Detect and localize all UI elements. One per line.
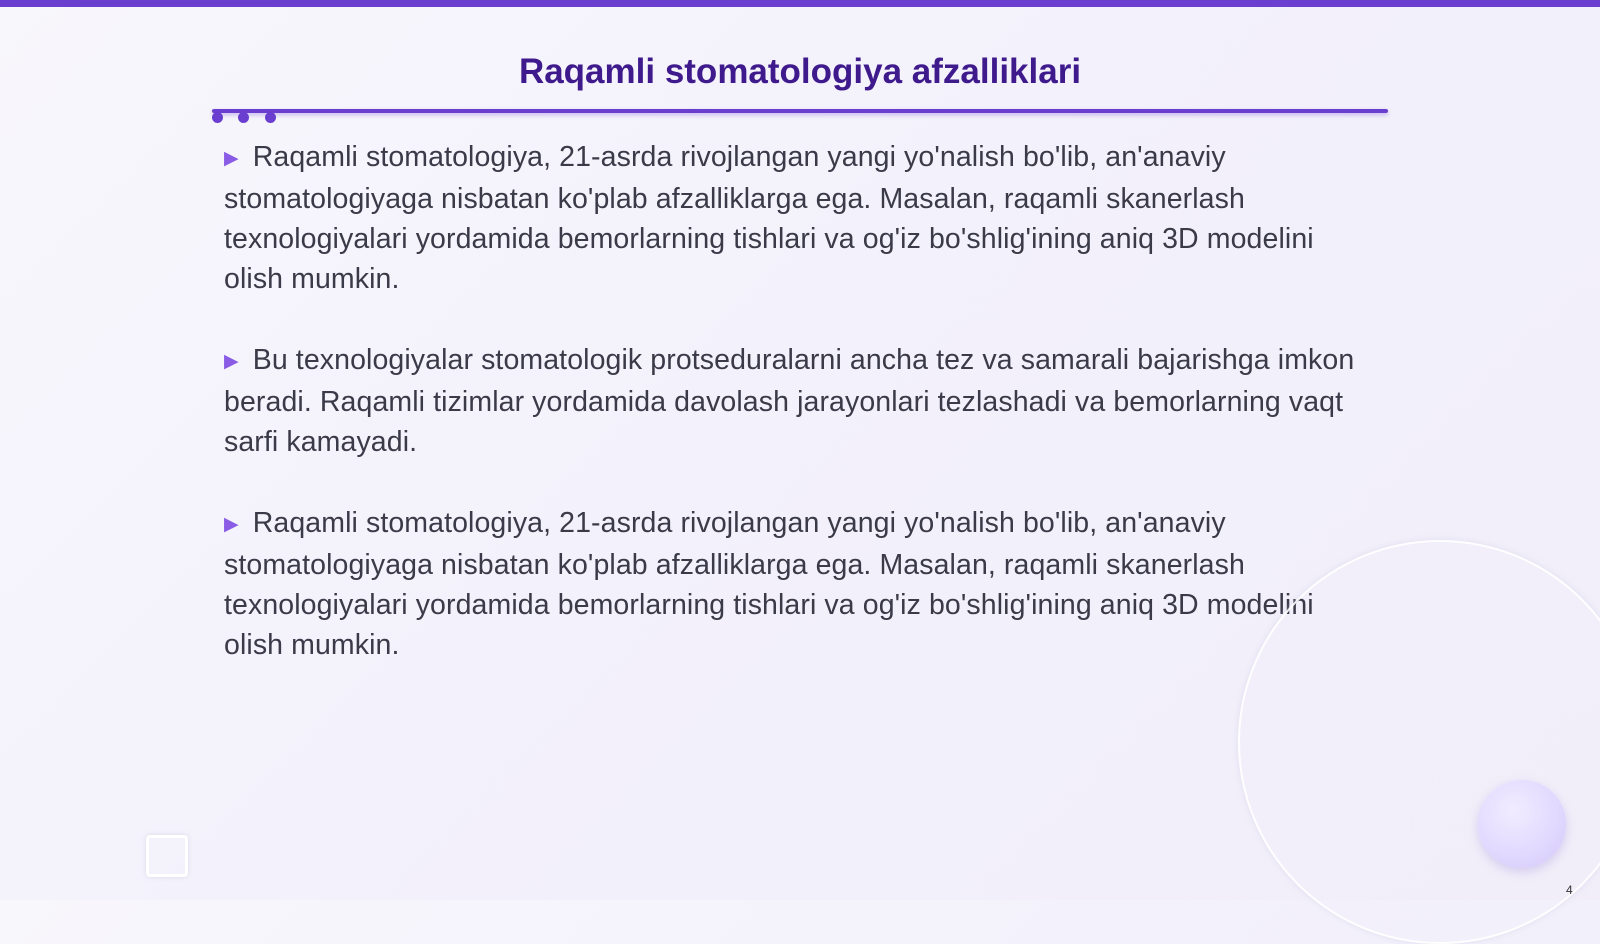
play-arrow-icon: ▶ (224, 514, 239, 535)
bullet-item (224, 340, 1364, 462)
play-arrow-icon: ▶ (224, 148, 239, 169)
slide-title: Raqamli stomatologiya afzalliklari (518, 52, 1082, 91)
bullet-text: Raqamli stomatologiya, 21-asrda rivojlangan yangi yo'nalish bo'lib, an'anaviy stomatologiyaga nisbatan ko'plab afzalliklarga ega. Masalan, raqamli skanerlash texnologiyalari yordamida bemorlarning tishlari va og'iz bo'shlig'ining aniq 3D modelini olish mumkin. (224, 141, 1314, 295)
top-accent-bar (0, 0, 1600, 7)
bullet-list (224, 137, 1364, 706)
decorative-ball (1478, 780, 1566, 868)
title-underline (212, 109, 1388, 113)
page-number: 4 (1566, 883, 1573, 897)
bullet-item (224, 137, 1364, 299)
decorative-dot (212, 112, 223, 123)
decorative-dot (238, 112, 249, 123)
bullet-item (224, 503, 1364, 665)
decorative-square (146, 835, 188, 877)
play-arrow-icon: ▶ (224, 351, 239, 372)
bullet-text: Bu texnologiyalar stomatologik protseduralarni ancha tez va samarali bajarishga imkon beradi. Raqamli tizimlar yordamida davolash jarayonlari tezlashadi va bemorlarning vaqt sarfi kamayadi. (224, 344, 1355, 458)
bullet-text: Raqamli stomatologiya, 21-asrda rivojlangan yangi yo'nalish bo'lib, an'anaviy stomatologiyaga nisbatan ko'plab afzalliklarga ega. Masalan, raqamli skanerlash texnologiyalari yordamida bemorlarning tishlari va og'iz bo'shlig'ining aniq 3D modelini olish mumkin. (224, 507, 1314, 661)
decorative-dot (265, 112, 276, 123)
